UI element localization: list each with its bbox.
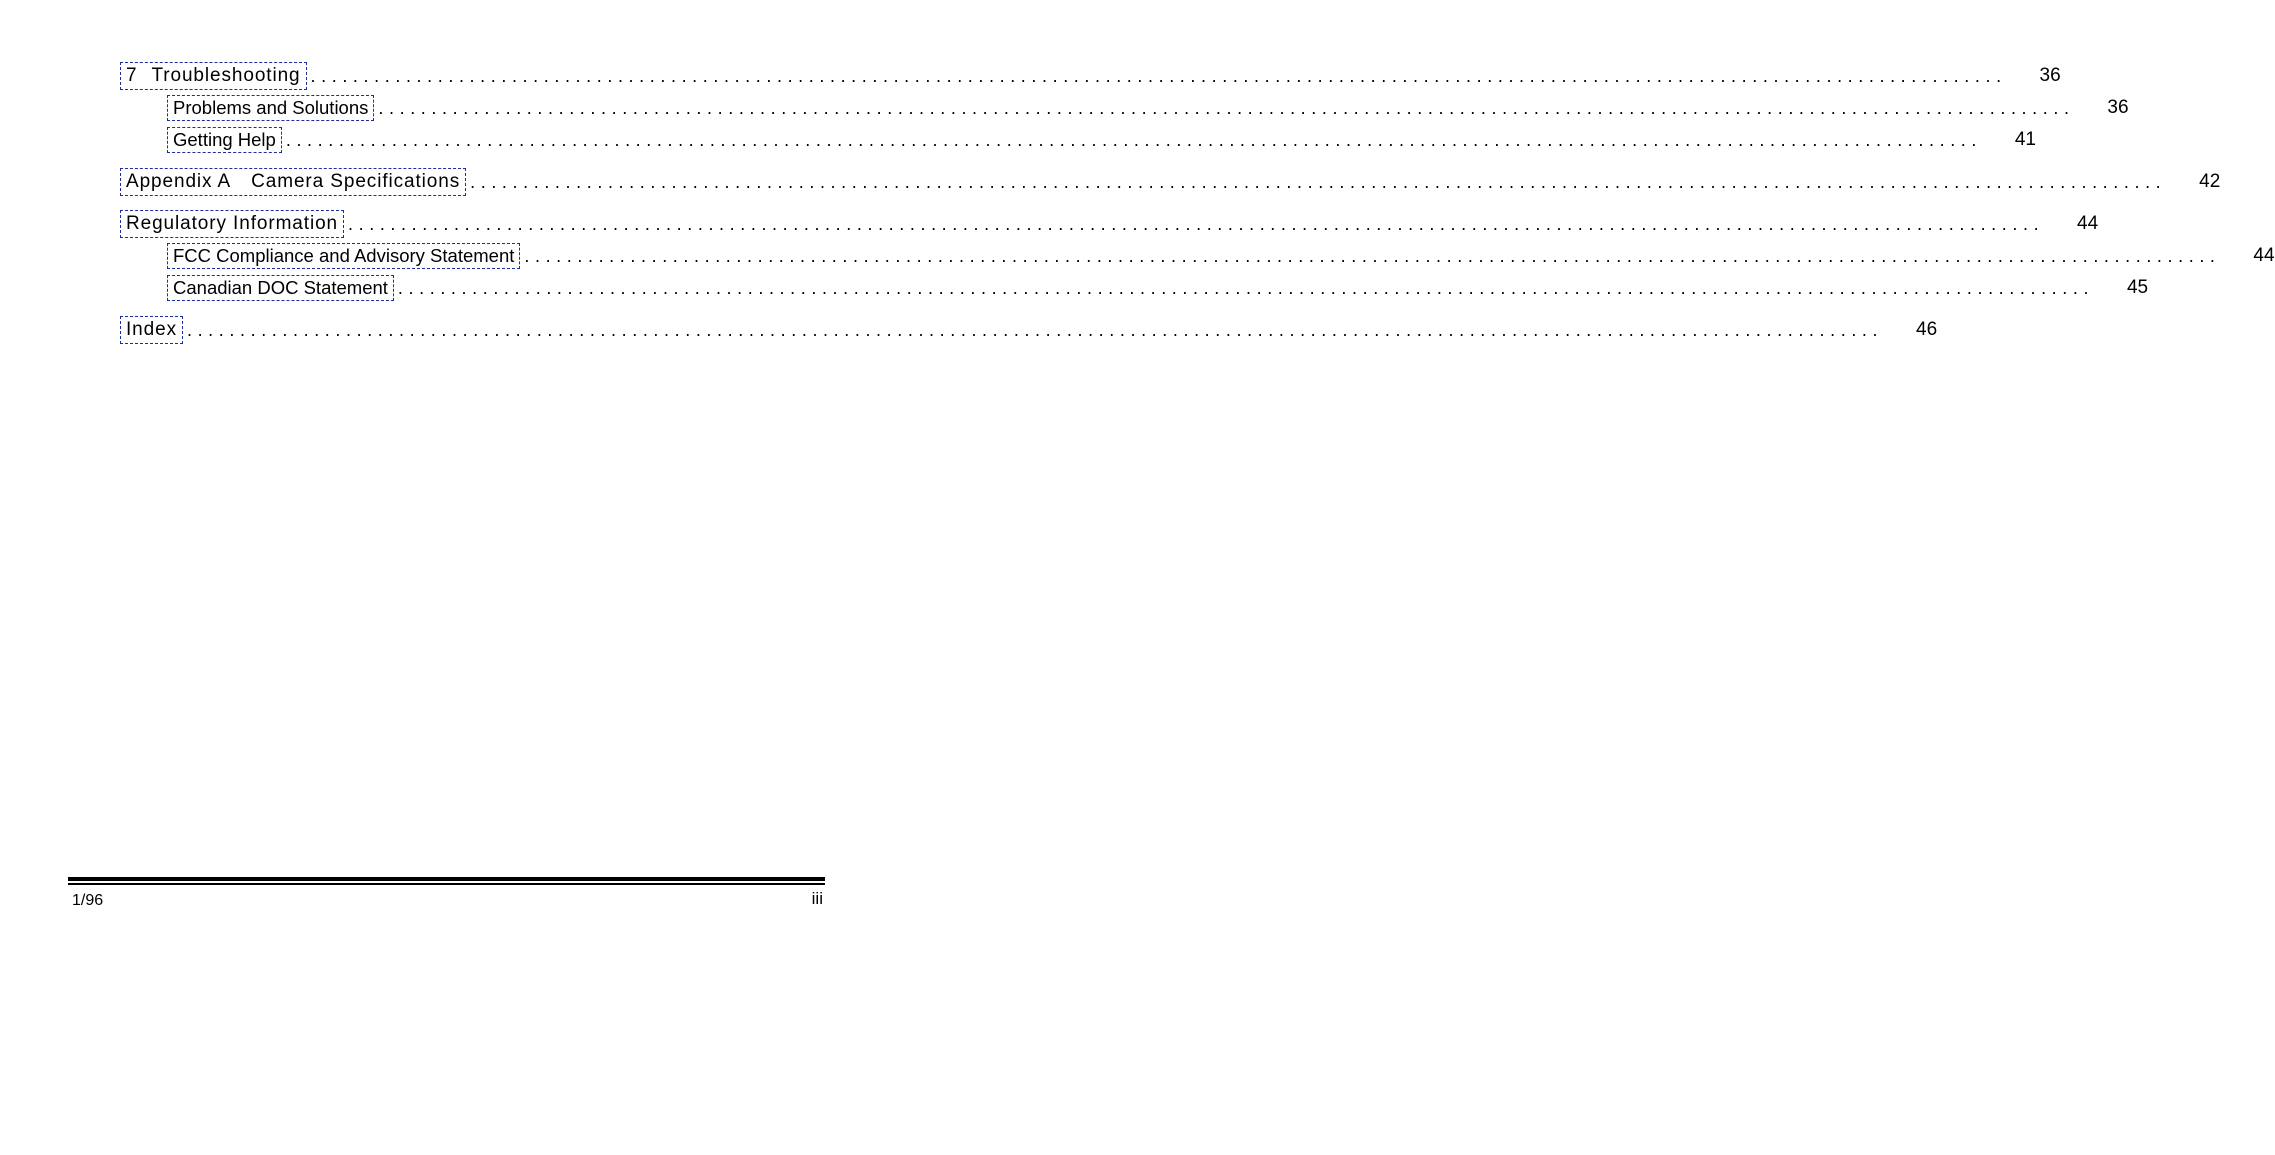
- toc-entry-regulatory-information: [120, 211, 2099, 237]
- toc-link-index[interactable]: [120, 316, 183, 344]
- footer-rule-thick: [68, 877, 825, 881]
- entry-title: Index: [126, 319, 177, 340]
- toc-entry-index: [120, 317, 1938, 343]
- toc-link-problems-and-solutions[interactable]: [167, 95, 374, 121]
- chapter-number: 7: [126, 65, 138, 86]
- toc-link-getting-help[interactable]: [167, 127, 282, 153]
- entry-title: Troubleshooting: [151, 65, 301, 86]
- dot-leader: ................................................................................................................................................................: [524, 246, 2221, 266]
- toc-link-canadian-doc[interactable]: [167, 275, 394, 301]
- toc-entry-canadian-doc: [167, 275, 2149, 301]
- dot-leader: ................................................................................................................................................................: [470, 172, 2167, 192]
- dot-leader: ................................................................................................................................................................: [348, 214, 2045, 234]
- toc-entry-getting-help: [167, 127, 2036, 153]
- page-number: 44: [2077, 213, 2099, 234]
- dot-leader: ................................................................................................................................................................: [285, 130, 1982, 150]
- dot-leader: ................................................................................................................................................................: [186, 320, 1884, 340]
- footer-date: 1/96: [72, 892, 104, 909]
- toc-entry-troubleshooting: [120, 63, 2061, 89]
- footer-rule-thin: [68, 883, 825, 885]
- toc-link-fcc-compliance[interactable]: [167, 243, 520, 269]
- footer-page-number: iii: [811, 889, 823, 908]
- toc-entry-fcc-compliance: [167, 243, 2275, 269]
- toc-link-regulatory-information[interactable]: [120, 210, 344, 238]
- page-number: 36: [2107, 97, 2129, 118]
- toc-entry-problems-and-solutions: [167, 95, 2129, 121]
- page-number: 44: [2253, 245, 2275, 266]
- page-number: 46: [1916, 319, 1938, 340]
- entry-title: FCC Compliance and Advisory Statement: [173, 245, 515, 266]
- page-number: 41: [2014, 129, 2036, 150]
- toc-link-troubleshooting[interactable]: [120, 62, 307, 90]
- entry-title: Getting Help: [173, 129, 276, 150]
- toc-entry-appendix-a: [120, 169, 2221, 195]
- toc-link-appendix-a[interactable]: [120, 168, 466, 196]
- entry-title: Canadian DOC Statement: [173, 277, 388, 298]
- page-number: 45: [2126, 277, 2149, 298]
- appendix-prefix: Appendix A: [126, 171, 232, 192]
- dot-leader: ................................................................................................................................................................: [378, 98, 2075, 118]
- entry-title: Regulatory Information: [126, 213, 339, 234]
- dot-leader: ................................................................................................................................................................: [310, 66, 2007, 86]
- page-number: 36: [2039, 65, 2061, 86]
- page-number: 42: [2199, 171, 2221, 192]
- entry-title: Problems and Solutions: [173, 97, 369, 118]
- dot-leader: ................................................................................................................................................................: [397, 278, 2095, 298]
- entry-title: Camera Specifications: [251, 171, 461, 192]
